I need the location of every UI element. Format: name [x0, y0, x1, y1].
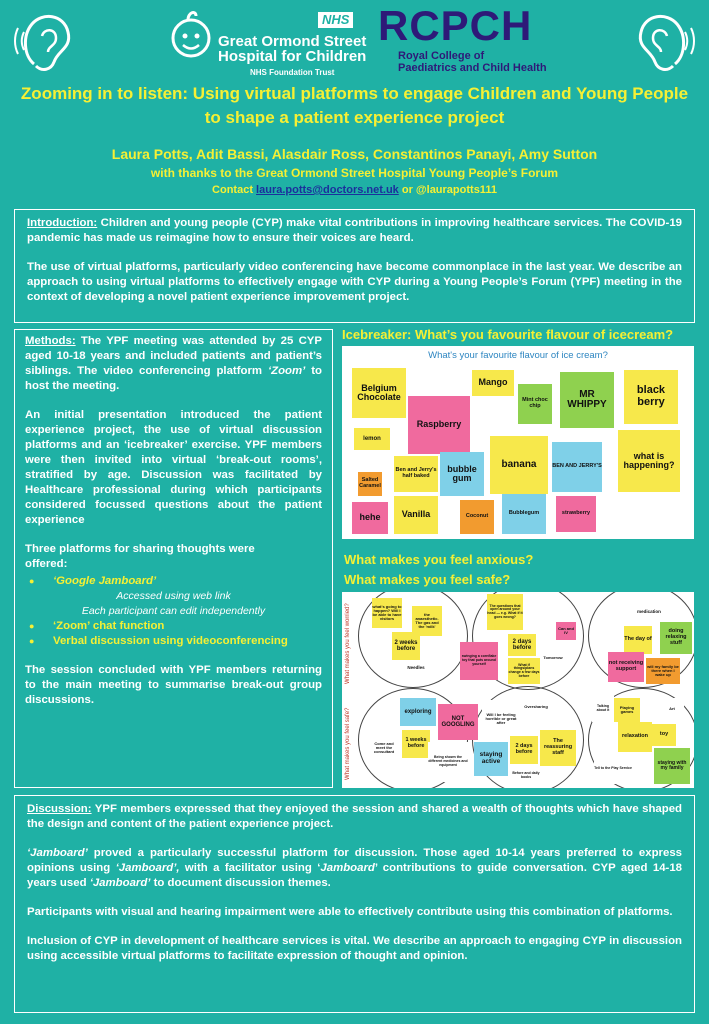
sticky-note: toy	[652, 724, 676, 746]
sticky-note: staying active	[474, 742, 508, 776]
discussion-p2h: to document discussion themes.	[150, 877, 331, 889]
sticky-note: 2 weeks before	[392, 632, 420, 660]
sticky-note: Vanilla	[394, 496, 438, 534]
intro-heading: Introduction:	[27, 217, 98, 229]
methods-p1	[25, 334, 322, 394]
methods-heading: Methods:	[25, 335, 76, 347]
nhs-badge: NHS	[318, 12, 353, 28]
sticky-note: What if things/plans change a few days before	[508, 658, 540, 684]
discussion-p2f: ’ contributions to guide conversation. CYP aged 14-18 years used	[27, 862, 682, 889]
sticky-note: Being shown the different medicines and equipment	[428, 742, 468, 782]
sticky-note: black berry	[624, 370, 678, 424]
sticky-note: BEN AND JERRY'S	[552, 442, 602, 492]
platform-jamboard-sub1: Accessed using web link	[116, 590, 231, 602]
discussion-p2b: proved a particularly successful platform for discussion. Those aged 10-14 years preferred to express opinions using	[27, 847, 682, 874]
discussion-p1	[27, 802, 682, 832]
discussion-p1-text: YPF members expressed that they enjoyed the session and shared a wealth of thoughts which have shaped the design and content of the patient experience project.	[27, 803, 682, 830]
contact-line	[20, 184, 689, 196]
sticky-note: Bubblegum	[502, 494, 546, 534]
sticky-note: Salted Caramel	[358, 472, 382, 496]
sticky-note: hehe	[352, 502, 388, 534]
discussion-heading: Discussion:	[27, 803, 92, 815]
gosh-name-line2: Hospital for Children	[218, 48, 367, 65]
contact-prefix: Contact	[212, 184, 257, 196]
rcpch-sub-line2: Paediatrics and Child Health	[398, 62, 547, 74]
icecream-jamboard	[342, 346, 694, 539]
gosh-trust: NHS Foundation Trust	[250, 68, 335, 77]
methods-p4: The session concluded with YPF members returning to the main meeting to summarise break-out group discussions.	[25, 664, 322, 706]
sticky-note: will my family be there when I wake up	[646, 658, 680, 684]
platform-jamboard-label: ‘Google Jamboard’	[53, 575, 157, 587]
rcpch-subtitle	[398, 50, 547, 74]
sticky-note: relaxation	[618, 722, 652, 752]
anxious-heading-line2: What makes you feel safe?	[344, 572, 511, 587]
sticky-note: The questions that open around your head — e.g. What if it goes wrong?	[487, 594, 523, 630]
platform-zoom-chat: ● ‘Zoom’ chat function	[25, 619, 322, 634]
sticky-note: Needles	[404, 660, 428, 676]
sticky-note: Talking about it	[592, 696, 614, 722]
gosh-child-logo	[166, 6, 216, 64]
anxious-heading-line1: What makes you feel anxious?	[344, 552, 534, 567]
sticky-note: 1 weeks before	[402, 730, 430, 758]
methods-p2: An initial presentation introduced the patient experience project, the use of virtual discussion platforms and an ‘icebreaker’ exercise. YPF members were then invited into virtual ‘break-out rooms’, stratified by age. Discussion was facilitated by Healthcare professional during which participants considered focussed questions about the patient experience	[25, 409, 322, 526]
sticky-note: bubble gum	[440, 452, 484, 496]
methods-section	[14, 329, 333, 788]
sticky-note: Will I be feeling horrible or great after	[482, 700, 520, 738]
introduction-section	[14, 209, 695, 323]
poster-title: Zooming in to listen: Using virtual platforms to engage Children and Young People to shape a patient experience project	[20, 84, 689, 127]
ear-icon-right	[633, 6, 695, 76]
sticky-note: Art	[660, 698, 684, 720]
intro-p1-text: Children and young people (CYP) make vital contributions in improving healthcare services. The COVID-19 pandemic has made us reimagine how to ensure their voices are heard.	[27, 217, 682, 244]
worried-side-label: What makes you feel worried?	[345, 603, 351, 684]
discussion-p2	[27, 846, 682, 891]
discussion-p2a: ‘Jamboard’	[27, 847, 88, 859]
sticky-note: what's going to happen? Will I be able to have visitors	[372, 598, 402, 628]
sticky-note: Raspberry	[408, 396, 470, 454]
sticky-note: The day of	[624, 626, 652, 654]
discussion-p4: Inclusion of CYP in development of healthcare services is vital. We describe an approach to engaging CYP in discussion using accessible virtual platforms to facilitate expression of thought and opinion.	[27, 935, 682, 962]
sticky-note: lemon	[354, 428, 390, 450]
contact-suffix: or @laurapotts111	[398, 184, 497, 196]
gosh-name-line1: Great Ormond Street	[218, 33, 367, 50]
platform-jamboard	[25, 574, 322, 589]
rcpch-sub-line1: Royal College of	[398, 50, 485, 62]
discussion-p2c: ‘Jamboard’,	[115, 862, 180, 874]
sticky-note: Coconut	[460, 500, 494, 534]
sticky-note: the anaesthetic. The gas and the 'milk'	[412, 606, 442, 636]
platform-list	[25, 574, 322, 649]
authors: Laura Potts, Adit Bassi, Alasdair Ross, Constantinos Panayi, Amy Sutton	[111, 146, 598, 162]
sticky-note: Before and daily books	[512, 766, 540, 786]
sticky-note: Tomorrow	[540, 648, 566, 668]
discussion-p2g: ‘Jamboard’	[89, 877, 151, 889]
sticky-note: Ben and Jerry's half baked	[394, 456, 438, 492]
sticky-note: Mint choc chip	[518, 384, 552, 424]
methods-p1a: The YPF meeting was attended by 25 CYP aged 10-18 years and included patients and patient’s siblings. The video conferencing platform	[25, 335, 322, 377]
sticky-note: exploring	[400, 698, 436, 726]
ear-icon-left	[14, 6, 76, 76]
sticky-note: Playing games	[614, 698, 640, 722]
sticky-note: MR WHIPPY	[560, 372, 614, 428]
anxious-heading	[344, 550, 533, 590]
contact-email-link[interactable]: laura.potts@doctors.net.uk	[256, 184, 399, 196]
sticky-note: banana	[490, 436, 548, 494]
discussion-p2e: Jamboard	[320, 862, 375, 874]
icebreaker-heading: Icebreaker: What’s you favourite flavour of icecream?	[342, 327, 674, 342]
intro-p1	[27, 216, 682, 246]
sticky-note: The reassuring staff	[540, 730, 576, 766]
sticky-note: Mango	[472, 370, 514, 396]
platform-verbal: ● Verbal discussion using videoconferencing	[25, 634, 322, 649]
sticky-note: Can and IV	[556, 622, 576, 640]
icecream-board-title: What's your favourite flavour of ice cream?	[428, 350, 608, 361]
anxious-safe-jamboard	[342, 592, 694, 788]
thanks-line: with thanks to the Great Ormond Street Hospital Young People’s Forum	[150, 166, 559, 180]
methods-p1c: to host the meeting.	[25, 365, 322, 392]
sticky-note: medication	[632, 600, 666, 624]
methods-p3: Three platforms for sharing thoughts were offered:	[25, 543, 255, 570]
sticky-note: not receiving support	[608, 652, 644, 682]
sticky-note: NOT GOOGLING	[438, 704, 478, 740]
methods-p1b: ‘Zoom’	[267, 365, 306, 377]
gosh-name	[218, 34, 366, 64]
sticky-note: Tell to the Play Service	[594, 754, 632, 784]
safe-side-label: What makes you feel safe?	[345, 707, 351, 780]
sticky-note: 2 days before	[510, 736, 538, 764]
discussion-p3: Participants with visual and hearing impairment were able to effectively contribute using this combination of platforms.	[27, 906, 673, 918]
rcpch-logo: RCPCH	[378, 2, 533, 49]
sticky-note: swinging a cornflake toy that puts around yourself	[460, 642, 498, 680]
sticky-note: Belgium Chocolate	[352, 368, 406, 418]
discussion-section	[14, 795, 695, 1013]
sticky-note: doing relaxing stuff	[660, 622, 692, 654]
intro-p2: The use of virtual platforms, particularly video conferencing have become commonplace in the last year. We describe an approach to using virtual platforms to effectively engage with CYP during a Young People’s Forum (YPF) meeting in the context of developing a novel patient experience improvement project.	[27, 261, 682, 303]
sticky-note: Oversharing	[524, 696, 548, 718]
sticky-note: Come and meet the consultant	[370, 734, 398, 762]
sticky-note: what is happening?	[618, 430, 680, 492]
sticky-note: staying with my family	[654, 748, 690, 784]
platform-jamboard-sub2: Each participant can edit independently	[81, 605, 266, 617]
discussion-p2d: with a facilitator using ‘	[179, 862, 321, 874]
sticky-note: strawberry	[556, 496, 596, 532]
sticky-note: 2 days before	[508, 634, 536, 656]
